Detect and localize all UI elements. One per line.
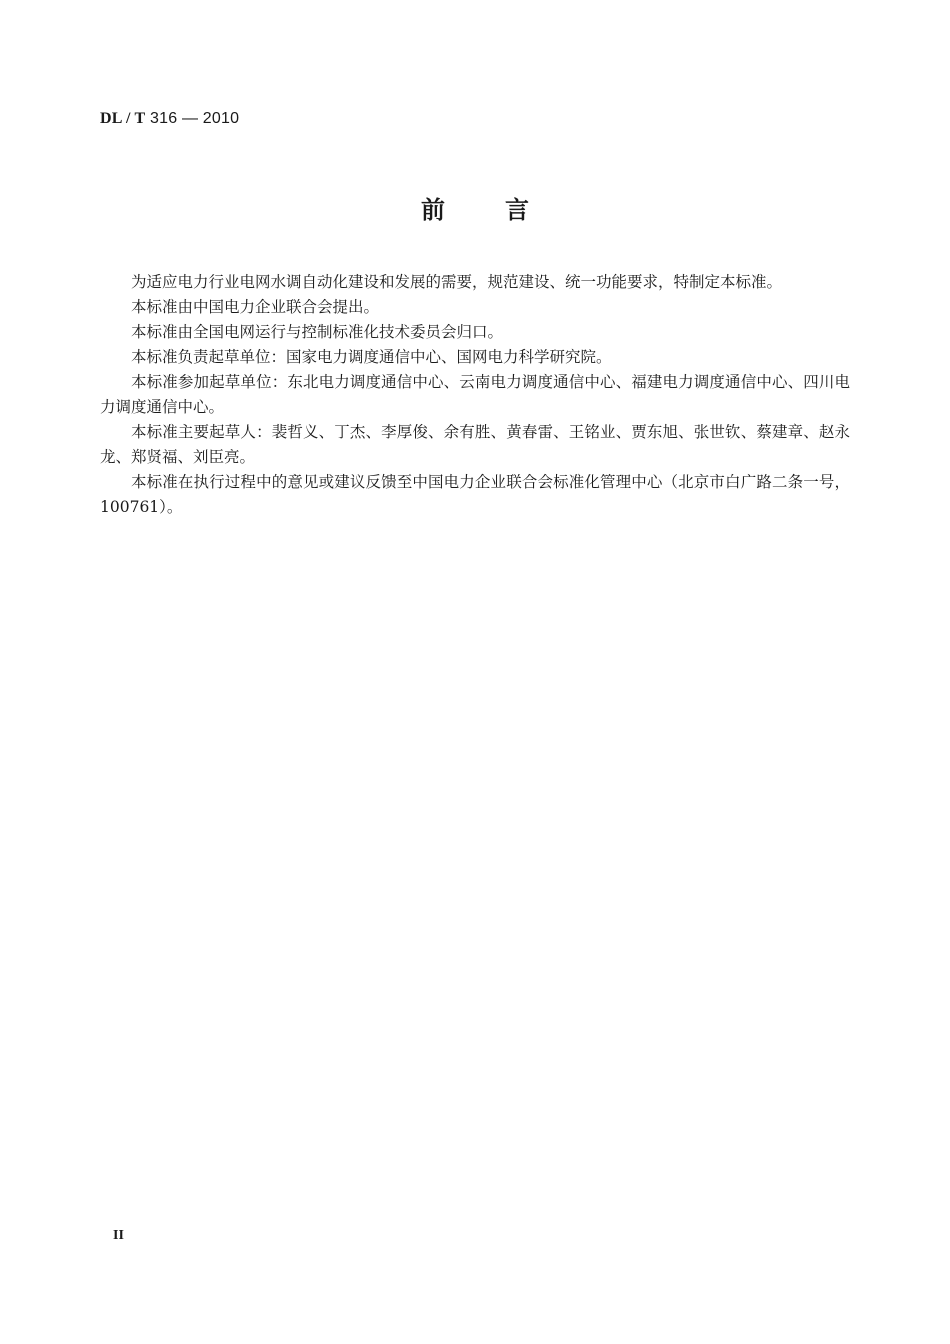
paragraph-main-drafters: 本标准主要起草人：裴哲义、丁杰、李厚俊、余有胜、黄春雷、王铭业、贾东旭、张世钦、蔡建章、赵永龙、郑贤福、刘臣亮。 [100, 423, 850, 466]
paragraph-committee: 本标准由全国电网运行与控制标准化技术委员会归口。 [131, 323, 504, 341]
standard-number: 316 — 2010 [145, 110, 240, 127]
paragraph-purpose: 为适应电力行业电网水调自动化建设和发展的需要，规范建设、统一功能要求，特制定本标准。 [131, 273, 783, 291]
foreword-body [100, 270, 850, 520]
paragraph-lead-drafters: 本标准负责起草单位：国家电力调度通信中心、国网电力科学研究院。 [131, 348, 612, 366]
paragraph-participating-drafters: 本标准参加起草单位：东北电力调度通信中心、云南电力调度通信中心、福建电力调度通信中心、四川电力调度通信中心。 [100, 373, 850, 416]
page-number: II [113, 1228, 124, 1243]
standard-prefix: DL / T [100, 110, 146, 127]
standard-code [100, 110, 239, 128]
paragraph-feedback: 本标准在执行过程中的意见或建议反馈至中国电力企业联合会标准化管理中心（北京市白广路二条一号，100761）。 [100, 473, 850, 516]
page-title: 前言 [421, 196, 589, 224]
paragraph-proposer: 本标准由中国电力企业联合会提出。 [131, 298, 380, 316]
